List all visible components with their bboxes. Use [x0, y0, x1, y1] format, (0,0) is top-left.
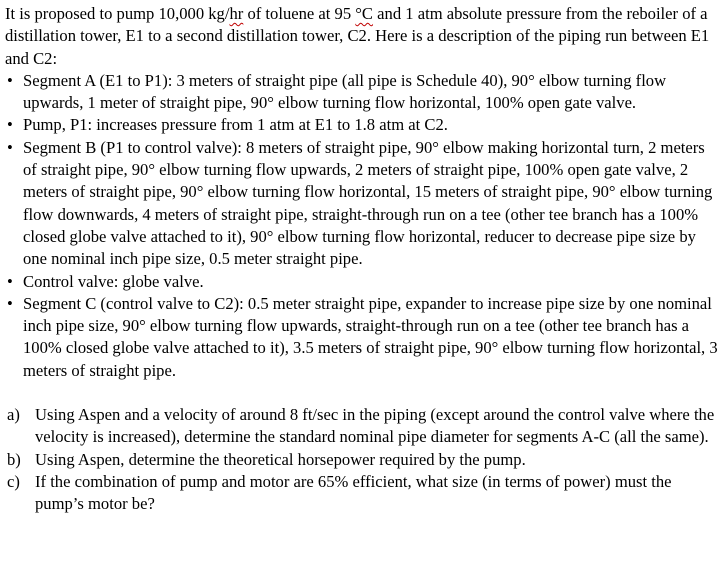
bullet-icon: •	[7, 137, 13, 157]
list-item-text: Segment C (control valve to C2): 0.5 meter straight pipe, expander to increase pipe size by one nominal inch pipe size, 90° elbow turning flow upwards, straight-through run on a tee (other tee branch has a 100% closed globe valve attached to it), 3.5 meters of straight pipe, 90° elbow turning flow horizontal, 3 meters of straight pipe.	[23, 293, 718, 380]
intro-text-part3: and 1 atm absolute pressure from the reboiler of a distillation tower, E1 to a second distillation tower, C2. Here is a description of the piping run between E1 and C2:	[5, 4, 710, 68]
intro-unit-celsius: °C	[355, 4, 374, 23]
question-text: Using Aspen and a velocity of around 8 ft/sec in the piping (except around the control valve where the velocity is increased), determine the standard nominal pipe diameter for segments A-C (all the same).	[35, 405, 715, 447]
bullet-icon: •	[7, 70, 13, 90]
question-a	[5, 404, 721, 449]
intro-paragraph	[5, 3, 721, 70]
intro-text-part2: of toluene at 95	[243, 4, 356, 23]
question-text: If the combination of pump and motor are 65% efficient, what size (in terms of power) must the pump’s motor be?	[35, 471, 672, 514]
questions-list	[5, 404, 721, 515]
list-item-control-valve	[5, 271, 721, 293]
bullet-icon: •	[7, 115, 13, 135]
list-item-text: Control valve: globe valve.	[23, 271, 204, 291]
intro-text-part1: It is proposed to pump 10,000 kg/	[5, 4, 230, 23]
list-item-segment-b	[5, 137, 721, 271]
question-text: Using Aspen, determine the theoretical horsepower required by the pump.	[35, 449, 526, 469]
list-item-pump-p1	[5, 114, 721, 136]
list-item-text: Pump, P1: increases pressure from 1 atm at E1 to 1.8 atm at C2.	[23, 115, 448, 135]
question-marker: a)	[7, 405, 20, 425]
piping-description-list	[5, 70, 721, 382]
bullet-icon: •	[7, 293, 13, 313]
spacer	[5, 382, 721, 404]
list-item-segment-c	[5, 293, 721, 382]
list-item-text: Segment A (E1 to P1): 3 meters of straight pipe (all pipe is Schedule 40), 90° elbow turning flow upwards, 1 meter of straight pipe, 90° elbow turning flow horizontal, 100% open gate valve.	[23, 70, 667, 113]
question-b	[5, 449, 721, 471]
list-item-text: Segment B (P1 to control valve): 8 meters of straight pipe, 90° elbow making horizontal turn, 2 meters of straight pipe, 90° elbow turning flow upwards, 2 meters of straight pipe, 100% open gate valve, 2 meters of straight pipe, 90° elbow turning flow horizontal, 15 meters of straight pipe, 90° elbow turning flow downwards, 4 meters of straight pipe, straight-through run on a tee (other tee branch has a 100% closed globe valve attached to it), 90° elbow turning flow horizontal, reducer to decrease pipe size by one nominal inch pipe size, 0.5 meter straight pipe.	[23, 137, 713, 269]
intro-unit-hr: hr	[229, 4, 244, 23]
bullet-icon: •	[7, 271, 13, 291]
question-marker: c)	[7, 471, 20, 491]
list-item-segment-a	[5, 70, 721, 115]
document-page	[5, 3, 721, 516]
question-c	[5, 471, 721, 516]
question-marker: b)	[7, 449, 21, 469]
